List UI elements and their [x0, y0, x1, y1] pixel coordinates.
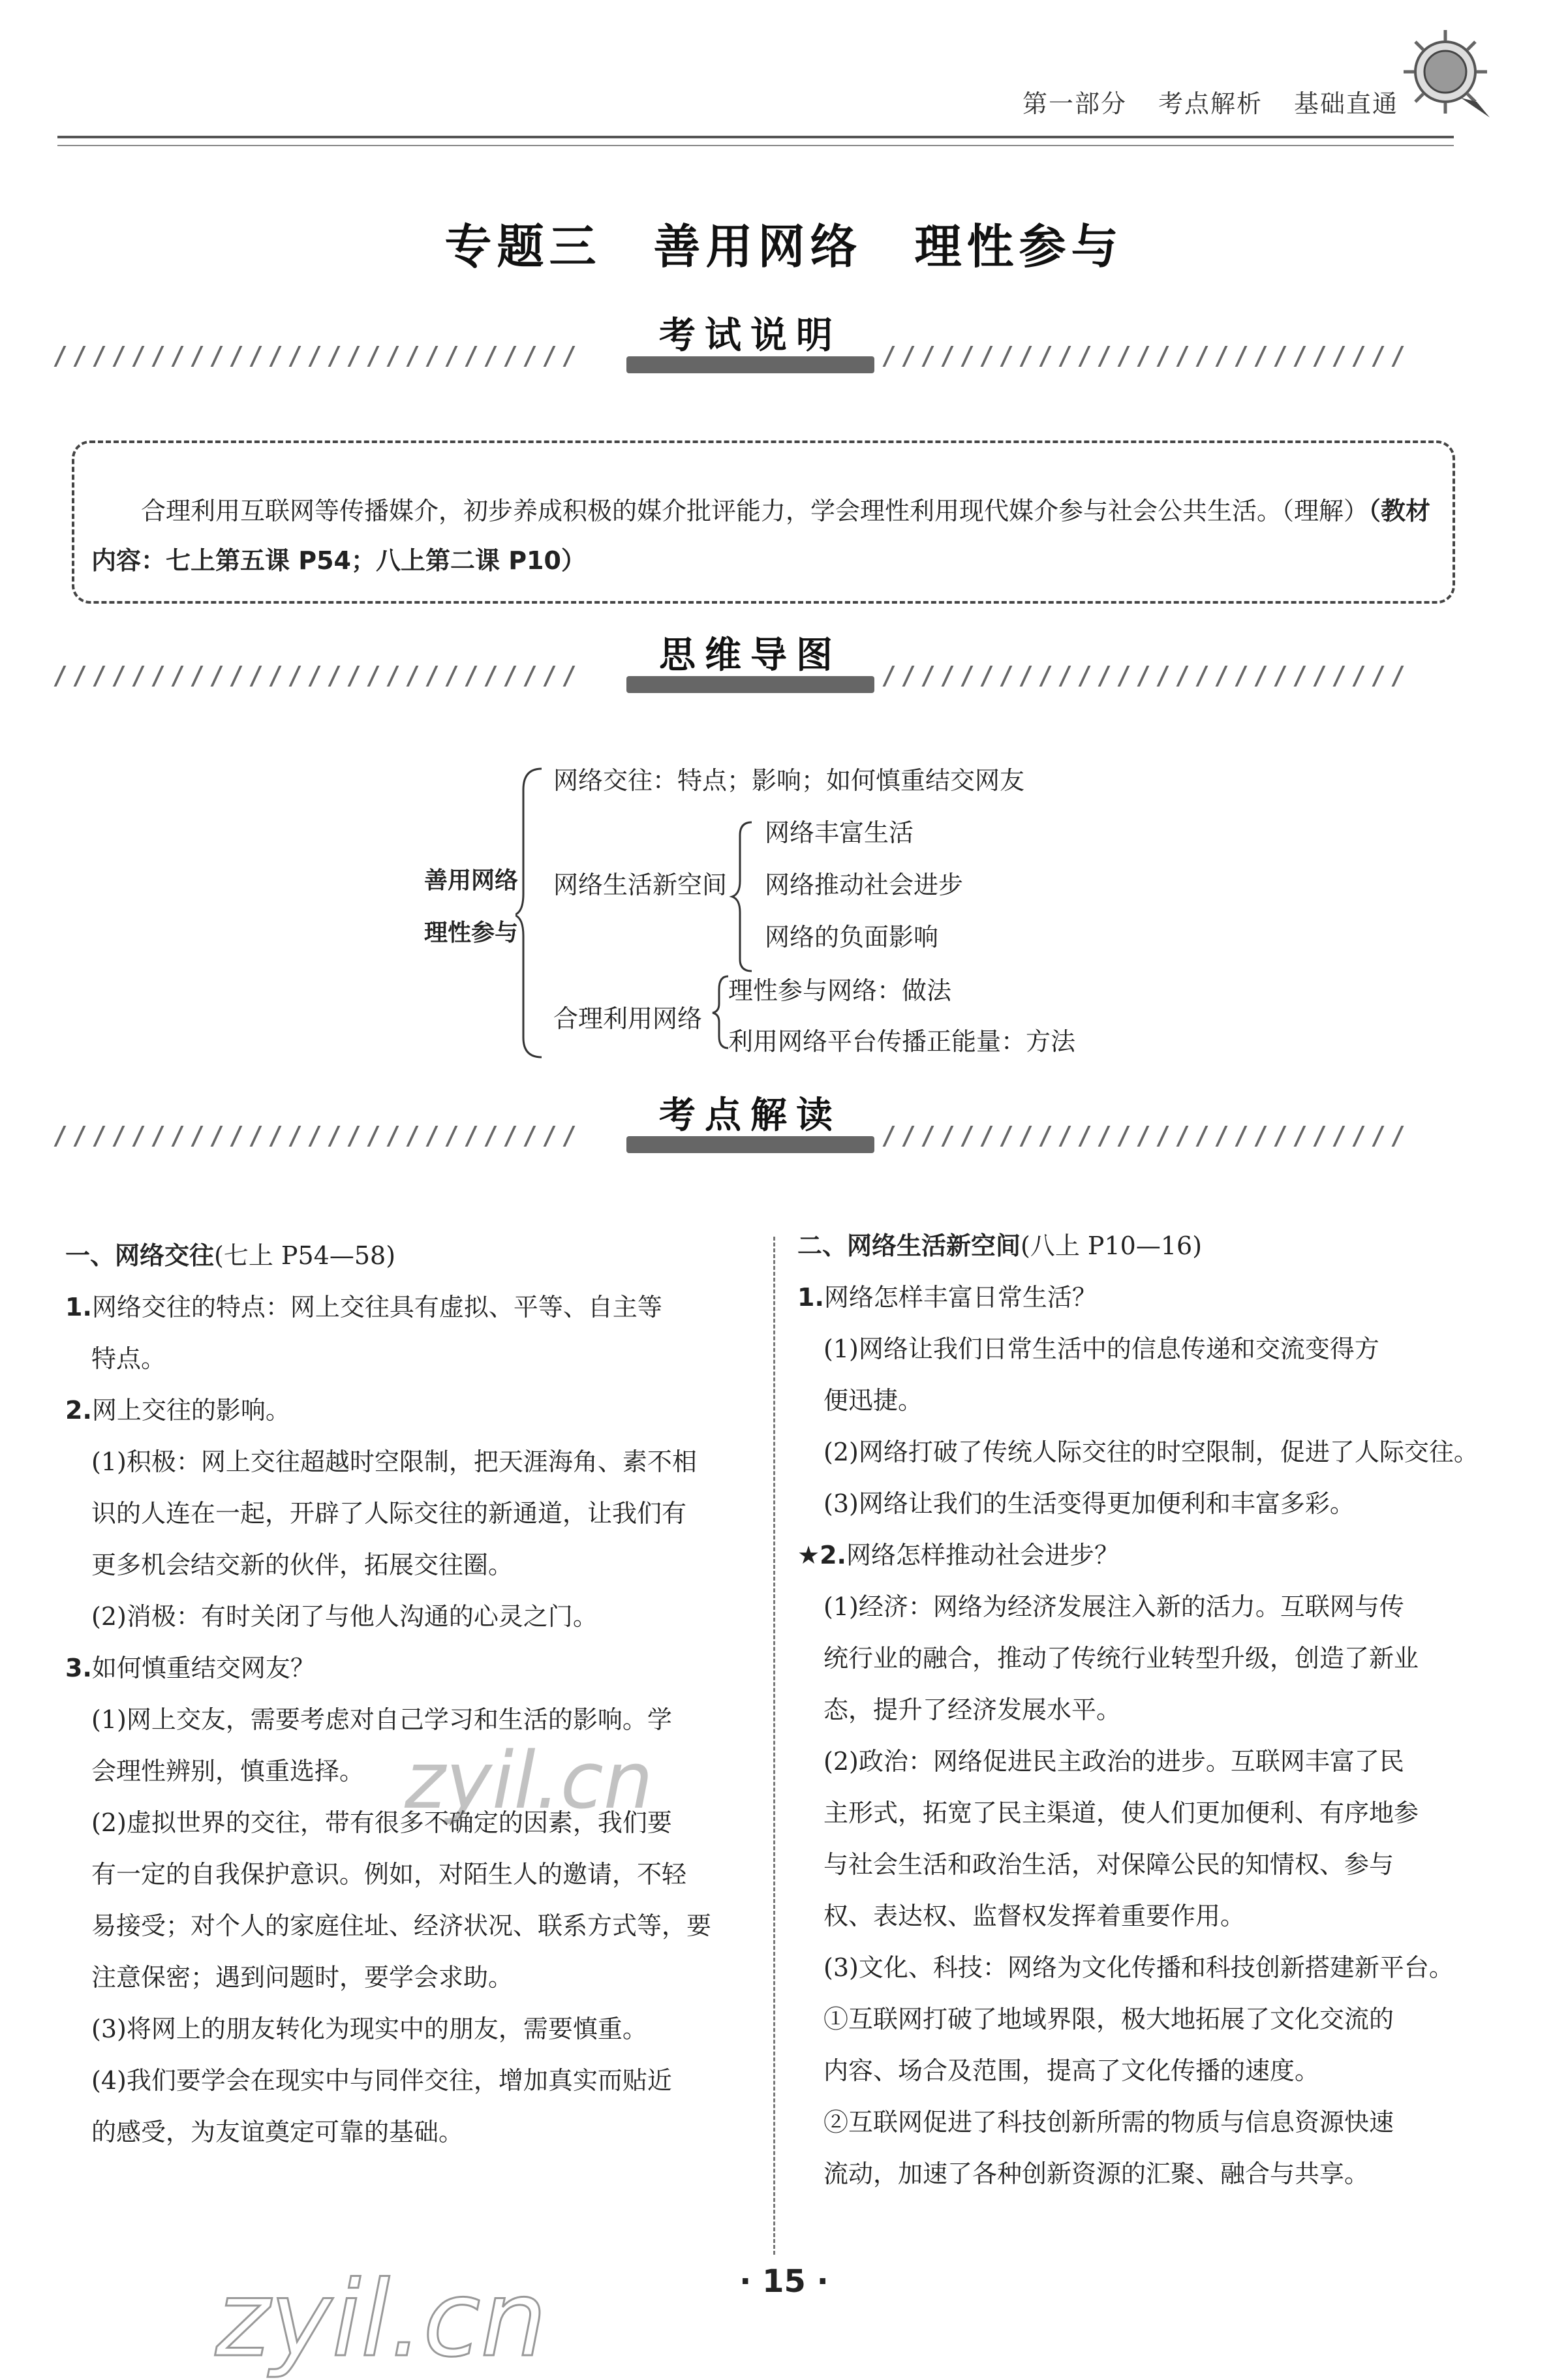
mindmap-b2-item: 网络丰富生活 — [765, 818, 914, 847]
header-level: 基础直通 — [1293, 89, 1398, 118]
question: 2.网上交往的影响。 — [65, 1396, 290, 1425]
text-line: 便迅捷。 — [823, 1386, 923, 1415]
text-line: 注意保密；遇到问题时，要学会求助。 — [91, 1963, 514, 1992]
section-heading-network-interaction: 一、网络交往(七上 P54—58) — [65, 1241, 396, 1270]
text-line: (4)我们要学会在现实中与同伴交往，增加真实而贴近 — [91, 2066, 672, 2095]
header-section: 考点解析 — [1158, 89, 1263, 118]
text-line: (1)积极：网上交往超越时空限制，把天涯海角、素不相 — [91, 1447, 697, 1476]
column-divider — [773, 1237, 775, 2255]
section-title-points: 考点解读 — [659, 1094, 842, 1137]
exam-text: 合理利用互联网等传播媒介，初步养成积极的媒介批评能力，学会理性利用现代媒介参与社会公共生活。（理解） — [141, 497, 1369, 525]
banner-ticks — [59, 1126, 613, 1149]
text-line: (1)网上交友，需要考虑对自己学习和生活的影响。学 — [91, 1705, 672, 1734]
text-line: (3)文化、科技：网络为文化传播和科技创新搭建新平台。 — [823, 1953, 1454, 1982]
mindmap-b2-item: 网络推动社会进步 — [765, 871, 964, 899]
right-column — [797, 1220, 1509, 2200]
text-line: 的感受，为友谊奠定可靠的基础。 — [91, 2118, 464, 2146]
header-part: 第一部分 — [1022, 89, 1127, 118]
text-line: 易接受；对个人的家庭住址、经济状况、联系方式等，要 — [91, 1911, 712, 1940]
running-header — [991, 84, 1398, 119]
question: 3.如何慎重结交网友？ — [65, 1654, 315, 1682]
text-line: 统行业的融合，推动了传统行业转型升级，创造了新业 — [823, 1644, 1419, 1673]
text-line: 态，提升了经济发展水平。 — [823, 1695, 1122, 1724]
text-line: (2)消极：有时关闭了与他人沟通的心灵之门。 — [91, 1602, 598, 1631]
mindmap-branch-1: 网络交往：特点；影响；如何慎重结交网友 — [553, 766, 1025, 795]
left-column — [65, 1230, 757, 2158]
mindmap-branch-3: 合理利用网络 — [553, 1004, 703, 1033]
mindmap-brace-b3 — [705, 966, 731, 1057]
question: 1.网络怎样丰富日常生活？ — [797, 1283, 1097, 1312]
text-line: (3)将网上的朋友转化为现实中的朋友，需要慎重。 — [91, 2015, 647, 2043]
text-line: (2)虚拟世界的交往，带有很多不确定的因素，我们要 — [91, 1808, 672, 1837]
text-line: ②互联网促进了科技创新所需的物质与信息资源快速 — [823, 2108, 1394, 2137]
text-line: (3)网络让我们的生活变得更加便利和丰富多彩。 — [823, 1489, 1355, 1518]
text-line: (1)经济：网络为经济发展注入新的活力。互联网与传 — [823, 1592, 1404, 1621]
header-rule — [57, 136, 1454, 138]
section-heading-network-life: 二、网络生活新空间(八上 P10—16) — [797, 1231, 1203, 1260]
mindmap-branch-2: 网络生活新空间 — [553, 871, 728, 899]
text-line: 有一定的自我保护意识。例如，对陌生人的邀请，不轻 — [91, 1860, 687, 1889]
exam-reference: （教材内容：七上第五课 P54；八上第二课 P10） — [91, 497, 1431, 575]
watermark: zyil.cn — [215, 2258, 547, 2380]
text-line: 权、表达权、监督权发挥着重要作用。 — [823, 1902, 1246, 1930]
text-line: 会理性辨别，慎重选择。 — [91, 1757, 365, 1785]
banner-ticks — [59, 666, 613, 689]
text-line: 识的人连在一起，开辟了人际交往的新通道，让我们有 — [91, 1499, 687, 1528]
text-line: ①互联网打破了地域界限，极大地拓展了文化交流的 — [823, 2005, 1394, 2033]
section-banner-mindmap — [59, 626, 1442, 698]
mindmap-root — [424, 855, 518, 959]
text-line: (2)网络打破了传统人际交往的时空限制，促进了人际交往。 — [823, 1438, 1479, 1466]
mindmap-root-line1: 善用网络 — [424, 867, 519, 894]
text-line: (1)网络让我们日常生活中的信息传递和交流变得方 — [823, 1335, 1379, 1363]
header-rule-thin — [57, 145, 1454, 146]
medal-icon — [1398, 26, 1496, 124]
watermark: zyil.cn — [405, 1736, 653, 1827]
question: ★2.网络怎样推动社会进步？ — [797, 1541, 1119, 1569]
mindmap-b3-item: 理性参与网络：做法 — [728, 976, 952, 1005]
exam-description — [91, 486, 1442, 585]
question: 1.网络交往的特点：网上交往具有虚拟、平等、自主等 — [65, 1293, 662, 1321]
text-line: 内容、场合及范围，提高了文化传播的速度。 — [823, 2056, 1320, 2085]
text-line: 特点。 — [91, 1344, 166, 1373]
mindmap-b3-item: 利用网络平台传播正能量：方法 — [728, 1027, 1076, 1056]
text-line: 主形式，拓宽了民主渠道，使人们更加便利、有序地参 — [823, 1799, 1419, 1827]
page-title: 专题三 善用网络 理性参与 — [444, 219, 1124, 274]
section-banner-exam — [59, 307, 1442, 379]
mindmap-root-line2: 理性参与 — [424, 920, 519, 946]
text-line: 与社会生活和政治生活，对保障公民的知情权、参与 — [823, 1850, 1394, 1879]
text-line: 更多机会结交新的伙伴，拓展交往圈。 — [91, 1551, 514, 1579]
banner-ticks — [887, 346, 1442, 369]
text-line: (2)政治：网络促进民主政治的进步。互联网丰富了民 — [823, 1747, 1404, 1776]
banner-ticks — [59, 346, 613, 369]
section-title-exam: 考试说明 — [659, 315, 842, 357]
page-number: · 15 · — [739, 2263, 829, 2300]
mindmap-b2-item: 网络的负面影响 — [765, 923, 939, 951]
section-title-mindmap: 思维导图 — [659, 634, 842, 677]
text-line: 流动，加速了各种创新资源的汇聚、融合与共享。 — [823, 2159, 1370, 2188]
banner-ticks — [887, 1126, 1442, 1149]
section-banner-points — [59, 1087, 1442, 1158]
banner-ticks — [887, 666, 1442, 689]
